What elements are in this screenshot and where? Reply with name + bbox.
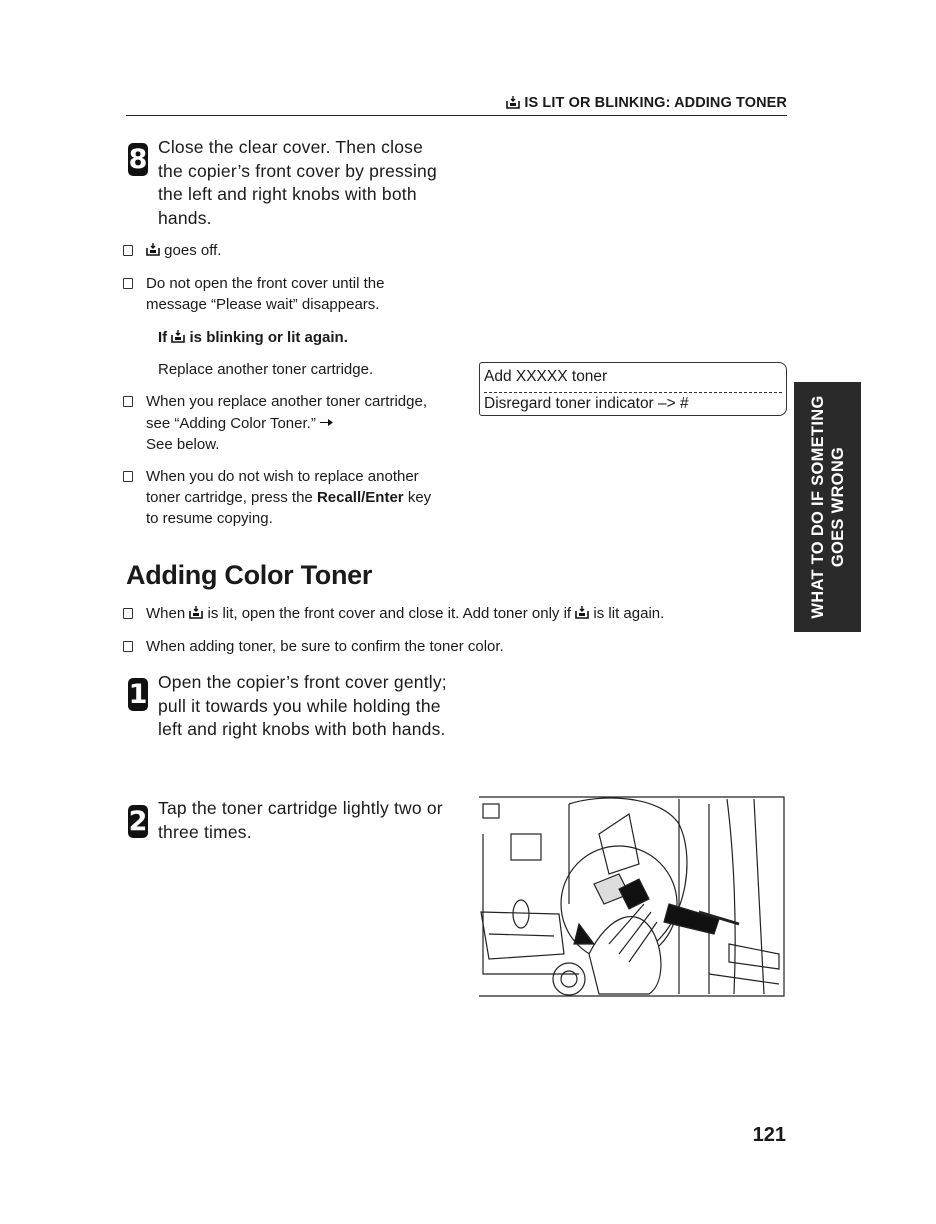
step-2-text: Tap the toner cartridge lightly two or three times. [158,798,443,842]
note-checkbox-icon [123,278,133,289]
replace-note-text: When you replace another toner cartridge, see “Adding Color Toner.” [146,393,427,432]
running-header [466,95,787,111]
side-tab-line-1: WHAT TO DO IF SOMETING [808,395,827,619]
bullet-2-text: When adding toner, be sure to confirm the toner color. [146,638,504,655]
step-8-text: Close the clear cover. Then close the copier’s front cover by pressing the left and right knobs with both hands. [158,137,437,228]
bullet-1-part-3: is lit again. [593,605,665,622]
note-goes-off [146,240,446,261]
side-tab-line-2: GOES WRONG [828,446,847,568]
step-2-badge: 2 [128,806,148,837]
if-blinking-heading [158,327,458,348]
goes-off-text: goes off. [164,242,222,259]
note-checkbox-icon [123,245,133,256]
note-dont-open [146,273,446,315]
header-title: IS LIT OR BLINKING: ADDING TONER [524,95,787,111]
page-number: 121 [752,1124,786,1146]
toner-cartridge-illustration [479,794,789,1000]
panel-line-2: Disregard toner indicator –> # [484,395,689,412]
note-checkbox-icon [123,396,133,407]
if-blinking-prefix: If [158,329,168,346]
display-panel [479,362,787,416]
toner-icon [146,241,160,254]
header-divider [126,115,787,116]
bullet-1-part-1: When [146,605,186,622]
toner-icon [189,604,203,617]
pointing-hand-icon [320,412,334,433]
bullet-1-part-2: is lit, open the front cover and close it. Add toner only if [207,605,572,622]
panel-divider [484,392,782,393]
toner-icon [171,328,185,341]
section-title: Adding Color Toner [126,560,373,590]
dont-open-text: Do not open the front cover until the message “Please wait” disappears. [146,275,385,313]
if-blinking-suffix: is blinking or lit again. [189,329,348,346]
recall-enter-key: Recall/Enter [316,489,404,506]
replace-text: Replace another toner cartridge. [158,361,374,378]
step-1-text: Open the copier’s front cover gently; pull it towards you while holding the left and right knobs with both hands. [158,672,447,739]
no-replace-before: When you do not wish to replace another toner cartridge, press the [146,468,419,506]
section-bullet-1 [146,603,806,624]
note-replace [146,391,446,455]
side-tab [794,382,861,632]
step-8-badge: 8 [128,144,148,175]
step-1-badge: 1 [128,679,148,710]
no-replace-after: key to resume copying. [146,489,432,527]
note-checkbox-icon [123,471,133,482]
note-checkbox-icon [123,608,133,619]
toner-icon [506,96,520,109]
see-below-text: See below. [146,436,220,453]
panel-line-1: Add XXXXX toner [484,368,608,385]
note-checkbox-icon [123,641,133,652]
note-no-replace [146,466,446,529]
toner-icon [575,604,589,617]
section-bullet-2 [146,636,806,657]
